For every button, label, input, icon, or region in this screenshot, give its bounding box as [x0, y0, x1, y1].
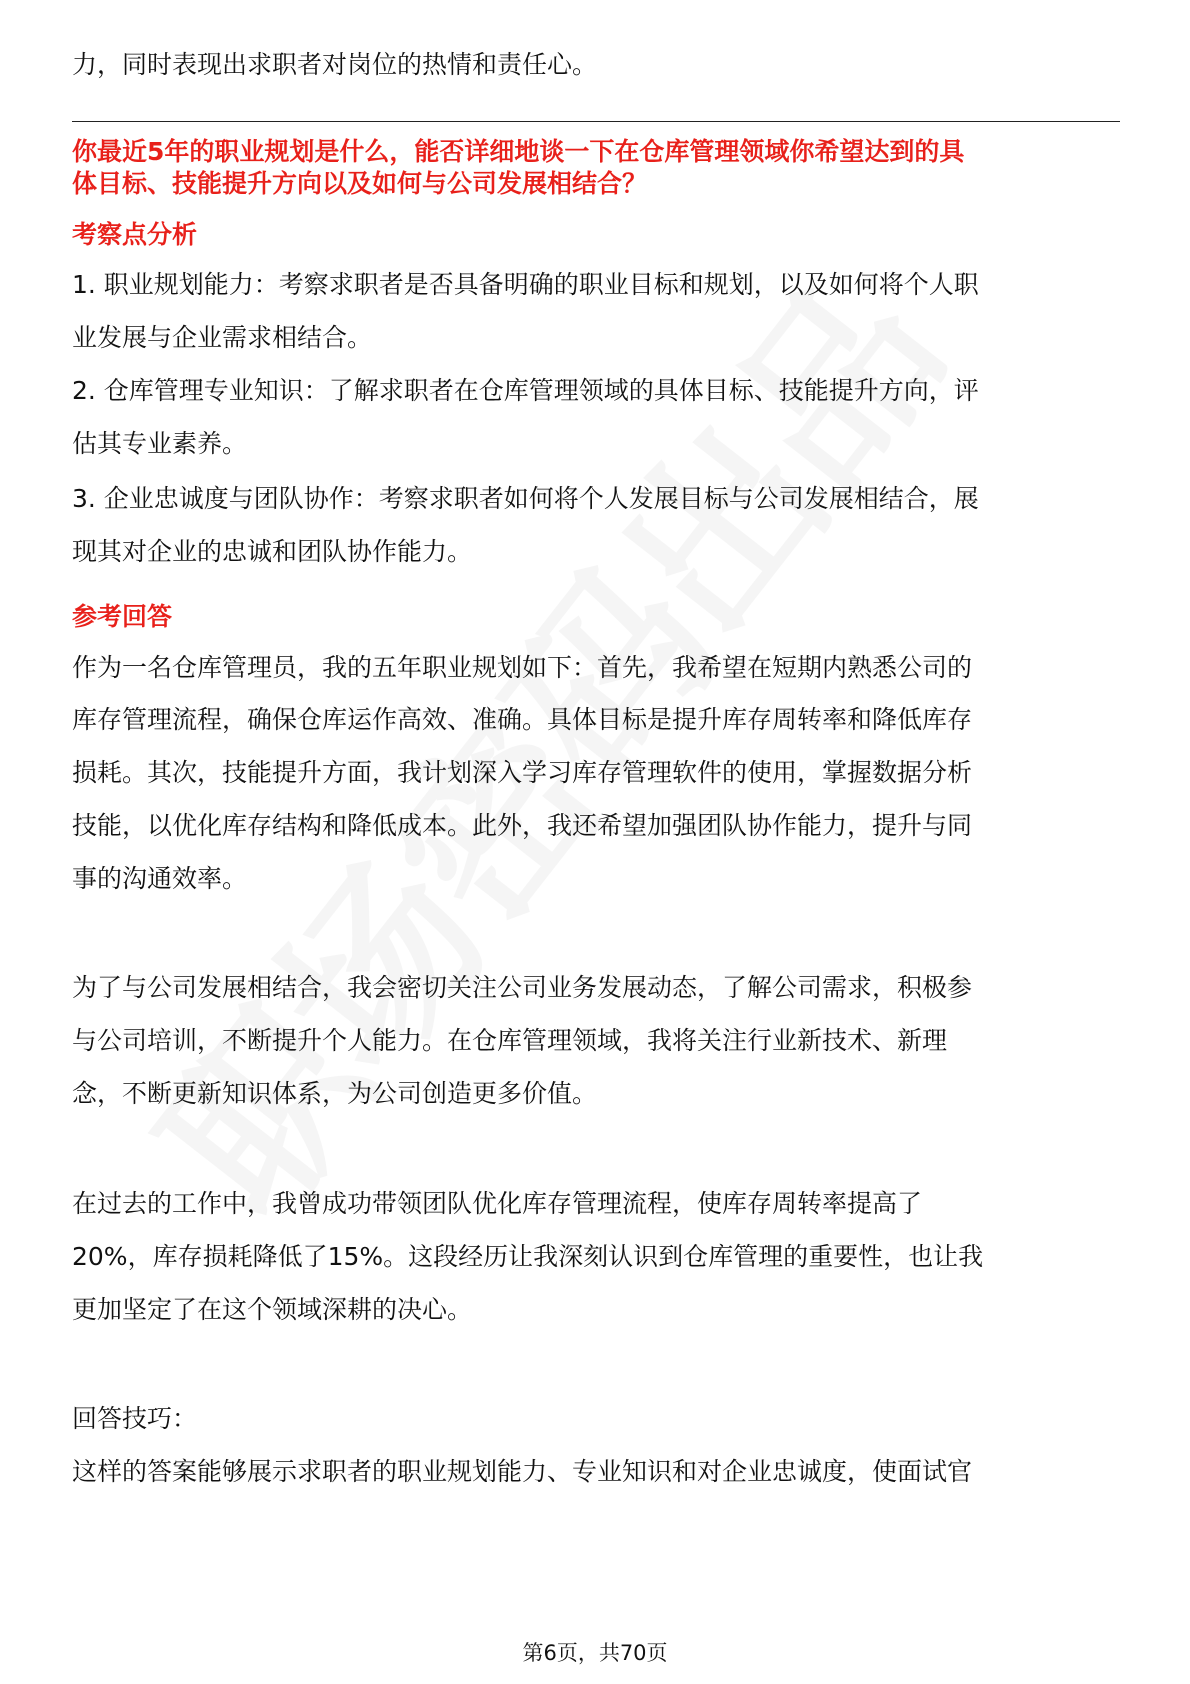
answer-paragraph-1-line: 事的沟通效率。	[72, 864, 248, 893]
analysis-line: 业发展与企业需求相结合。	[72, 323, 373, 352]
answer-paragraph-2-line: 与公司培训，不断提升个人能力。在仓库管理领域，我将关注行业新技术、新理	[72, 1026, 948, 1055]
answer-paragraph-3-line: 更加坚定了在这个领域深耕的决心。	[72, 1295, 473, 1324]
answer-paragraph-1-line: 作为一名仓库管理员，我的五年职业规划如下：首先，我希望在短期内熟悉公司的	[72, 653, 973, 682]
analysis-line: 3. 企业忠诚度与团队协作：考察求职者如何将个人发展目标与公司发展相结合，展	[72, 484, 979, 513]
analysis-line: 估其专业素养。	[72, 429, 248, 458]
answer-paragraph-2-line: 为了与公司发展相结合，我会密切关注公司业务发展动态，了解公司需求，积极参	[72, 973, 973, 1002]
answer-paragraph-1-line: 库存管理流程，确保仓库运作高效、准确。具体目标是提升库存周转率和降低库存	[72, 705, 973, 734]
answer-paragraph-3-line: 20%，库存损耗降低了15%。这段经历让我深刻认识到仓库管理的重要性，也让我	[72, 1242, 984, 1271]
tips-heading: 回答技巧：	[72, 1404, 198, 1433]
page-number: 第6页，共70页	[522, 1641, 668, 1665]
continued-paragraph-line: 力，同时表现出求职者对岗位的热情和责任心。	[72, 50, 598, 79]
section-divider	[72, 121, 1120, 122]
tips-line: 这样的答案能够展示求职者的职业规划能力、专业知识和对企业忠诚度，使面试官	[72, 1457, 973, 1486]
question-line-2: 体目标、技能提升方向以及如何与公司发展相结合？	[72, 169, 648, 198]
analysis-heading: 考察点分析	[72, 220, 198, 249]
answer-heading: 参考回答	[72, 602, 173, 631]
answer-paragraph-2-line: 念，不断更新知识体系，为公司创造更多价值。	[72, 1079, 598, 1108]
answer-paragraph-1-line: 损耗。其次，技能提升方面，我计划深入学习库存管理软件的使用，掌握数据分析	[72, 758, 973, 787]
analysis-line: 现其对企业的忠诚和团队协作能力。	[72, 537, 473, 566]
analysis-line: 2. 仓库管理专业知识：了解求职者在仓库管理领域的具体目标、技能提升方向，评	[72, 376, 979, 405]
analysis-line: 1. 职业规划能力：考察求职者是否具备明确的职业目标和规划，以及如何将个人职	[72, 270, 979, 299]
answer-paragraph-3-line: 在过去的工作中，我曾成功带领团队优化库存管理流程，使库存周转率提高了	[72, 1189, 923, 1218]
question-line-1: 你最近5年的职业规划是什么，能否详细地谈一下在仓库管理领域你希望达到的具	[72, 137, 965, 166]
answer-paragraph-1-line: 技能，以优化库存结构和降低成本。此外，我还希望加强团队协作能力，提升与同	[72, 811, 973, 840]
